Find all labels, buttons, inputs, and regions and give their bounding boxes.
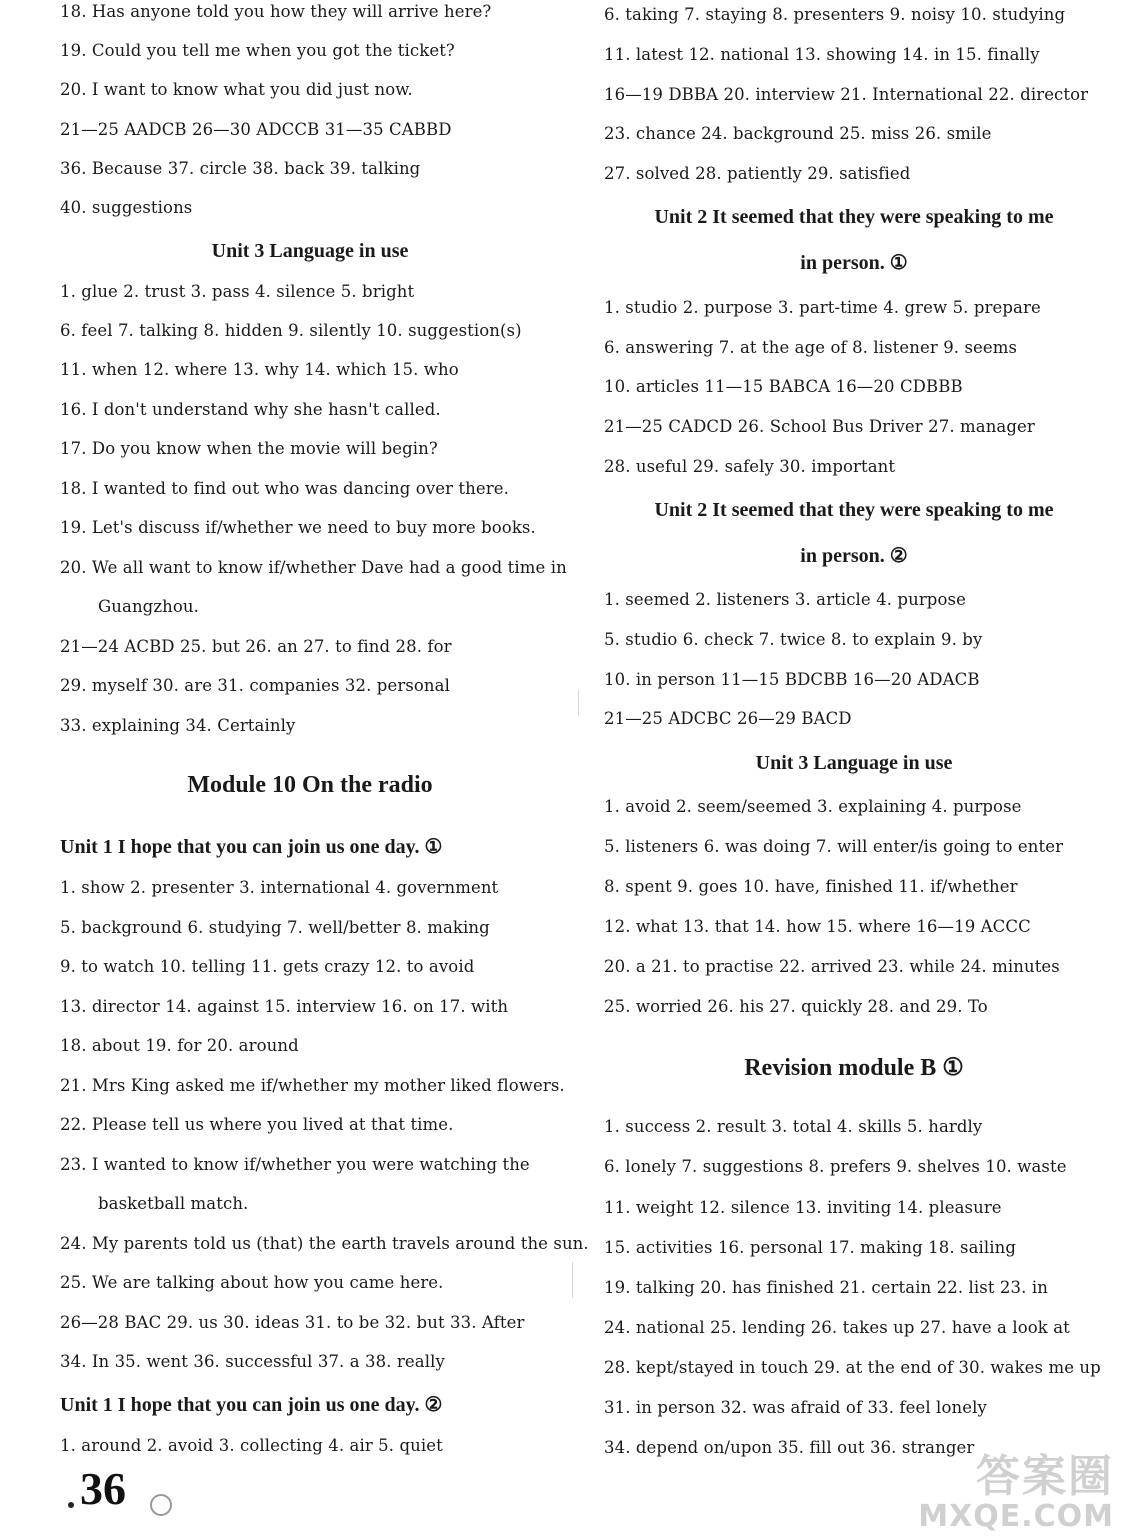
answer-line: 9. to watch 10. telling 11. gets crazy 12. to avoid [60,957,475,976]
page-number: 36 [80,1463,126,1514]
section-heading: Unit 1 I hope that you can join us one day. ② [60,1394,443,1416]
answer-line: 1. success 2. result 3. total 4. skills 5. hardly [604,1117,983,1136]
revision-title: Revision module B ① [744,1055,964,1081]
section-heading: Unit 3 Language in use [755,752,953,774]
watermark-text: 答案圈 [976,1451,1114,1502]
answer-line: 25. worried 26. his 27. quickly 28. and 29. To [604,997,988,1016]
answer-line: 17. Do you know when the movie will begin? [60,439,438,458]
section-heading: Unit 3 Language in use [211,240,409,262]
answer-line: 1. glue 2. trust 3. pass 4. silence 5. bright [60,282,415,301]
answer-line: 18. Has anyone told you how they will arrive here? [60,2,492,21]
answer-line: 15. activities 16. personal 17. making 18. sailing [604,1238,1017,1257]
answer-line: 40. suggestions [60,198,193,217]
module-title: Module 10 On the radio [187,772,433,798]
answer-line: 20. I want to know what you did just now. [60,80,413,99]
answer-line: 28. kept/stayed in touch 29. at the end of 30. wakes me up [604,1358,1101,1377]
watermark-url: MXQE.COM [918,1499,1114,1534]
watermark-logo [900,1440,1120,1536]
answer-line: 10. articles 11—15 BABCA 16—20 CDBBB [604,377,963,396]
answer-line: 20. a 21. to practise 22. arrived 23. while 24. minutes [604,957,1060,976]
answer-line: 5. background 6. studying 7. well/better 8. making [60,918,490,937]
answer-line: 24. My parents told us (that) the earth travels around the sun. [60,1234,589,1253]
answer-line: 19. talking 20. has finished 21. certain 22. list 23. in [604,1278,1048,1297]
answer-line: 11. when 12. where 13. why 14. which 15. who [60,360,459,379]
answer-line: 19. Let's discuss if/whether we need to buy more books. [60,518,536,537]
answer-line: 1. around 2. avoid 3. collecting 4. air 5. quiet [60,1436,443,1455]
answer-line: 5. studio 6. check 7. twice 8. to explain 9. by [604,630,983,649]
section-heading: Unit 2 It seemed that they were speaking to me [654,499,1054,521]
answer-line: 31. in person 32. was afraid of 33. feel lonely [604,1398,987,1417]
answer-line: 13. director 14. against 15. interview 16. on 17. with [60,997,509,1016]
answer-line: 6. taking 7. staying 8. presenters 9. noisy 10. studying [604,5,1066,24]
answer-line: 21. Mrs King asked me if/whether my mother liked flowers. [60,1076,565,1095]
answer-line: 36. Because 37. circle 38. back 39. talking [60,159,421,178]
answer-line: 1. show 2. presenter 3. international 4. government [60,878,499,897]
answer-line: 28. useful 29. safely 30. important [604,457,896,476]
answer-line: 26—28 BAC 29. us 30. ideas 31. to be 32. but 33. After [60,1313,525,1332]
answer-line: 16. I don't understand why she hasn't called. [60,400,441,419]
answer-line: 11. weight 12. silence 13. inviting 14. pleasure [604,1198,1002,1217]
column-divider-mark [578,690,579,716]
answer-line: 25. We are talking about how you came here. [60,1273,444,1292]
answer-line: 33. explaining 34. Certainly [60,716,296,735]
answer-line: 22. Please tell us where you lived at that time. [60,1115,454,1134]
answer-line: 19. Could you tell me when you got the ticket? [60,41,455,60]
answer-line: 1. seemed 2. listeners 3. article 4. purpose [604,590,966,609]
answer-line: 18. I wanted to find out who was dancing over there. [60,479,509,498]
answer-line: 10. in person 11—15 BDCBB 16—20 ADACB [604,670,980,689]
answer-line: 27. solved 28. patiently 29. satisfied [604,164,911,183]
answer-line: 8. spent 9. goes 10. have, finished 11. if/whether [604,877,1018,896]
answer-line-continuation: Guangzhou. [98,597,199,616]
answer-line: 21—24 ACBD 25. but 26. an 27. to find 28. for [60,637,452,656]
answer-line: 21—25 ADCBC 26—29 BACD [604,709,852,728]
section-heading: Unit 2 It seemed that they were speaking to me [654,206,1054,228]
column-divider-mark [572,1262,573,1298]
answer-line: 23. chance 24. background 25. miss 26. smile [604,124,992,143]
answer-line: 34. depend on/upon 35. fill out 36. stranger [604,1438,975,1457]
answer-line: 5. listeners 6. was doing 7. will enter/is going to enter [604,837,1064,856]
section-heading: in person. ① [800,252,908,274]
answer-line: 29. myself 30. are 31. companies 32. personal [60,676,450,695]
answer-line: 11. latest 12. national 13. showing 14. in 15. finally [604,45,1040,64]
answer-line: 6. answering 7. at the age of 8. listener 9. seems [604,338,1018,357]
answer-line: 24. national 25. lending 26. takes up 27. have a look at [604,1318,1070,1337]
page-dot-ornament [68,1502,74,1508]
section-heading: Unit 1 I hope that you can join us one day. ① [60,836,443,858]
answer-line: 20. We all want to know if/whether Dave had a good time in [60,558,567,577]
answer-line-continuation: basketball match. [98,1194,249,1213]
section-heading: in person. ② [800,545,908,567]
page-ornament-icon [150,1494,172,1516]
answer-line: 34. In 35. went 36. successful 37. a 38. really [60,1352,445,1371]
answer-line: 1. avoid 2. seem/seemed 3. explaining 4. purpose [604,797,1022,816]
answer-line: 12. what 13. that 14. how 15. where 16—19 ACCC [604,917,1031,936]
answer-line: 23. I wanted to know if/whether you were watching the [60,1155,530,1174]
answer-line: 1. studio 2. purpose 3. part-time 4. grew 5. prepare [604,298,1041,317]
answer-line: 16—19 DBBA 20. interview 21. International 22. director [604,85,1089,104]
answer-line: 21—25 CADCD 26. School Bus Driver 27. manager [604,417,1035,436]
answer-line: 21—25 AADCB 26—30 ADCCB 31—35 CABBD [60,120,452,139]
answer-line: 6. feel 7. talking 8. hidden 9. silently 10. suggestion(s) [60,321,522,340]
answer-line: 18. about 19. for 20. around [60,1036,299,1055]
answer-line: 6. lonely 7. suggestions 8. prefers 9. shelves 10. waste [604,1157,1067,1176]
